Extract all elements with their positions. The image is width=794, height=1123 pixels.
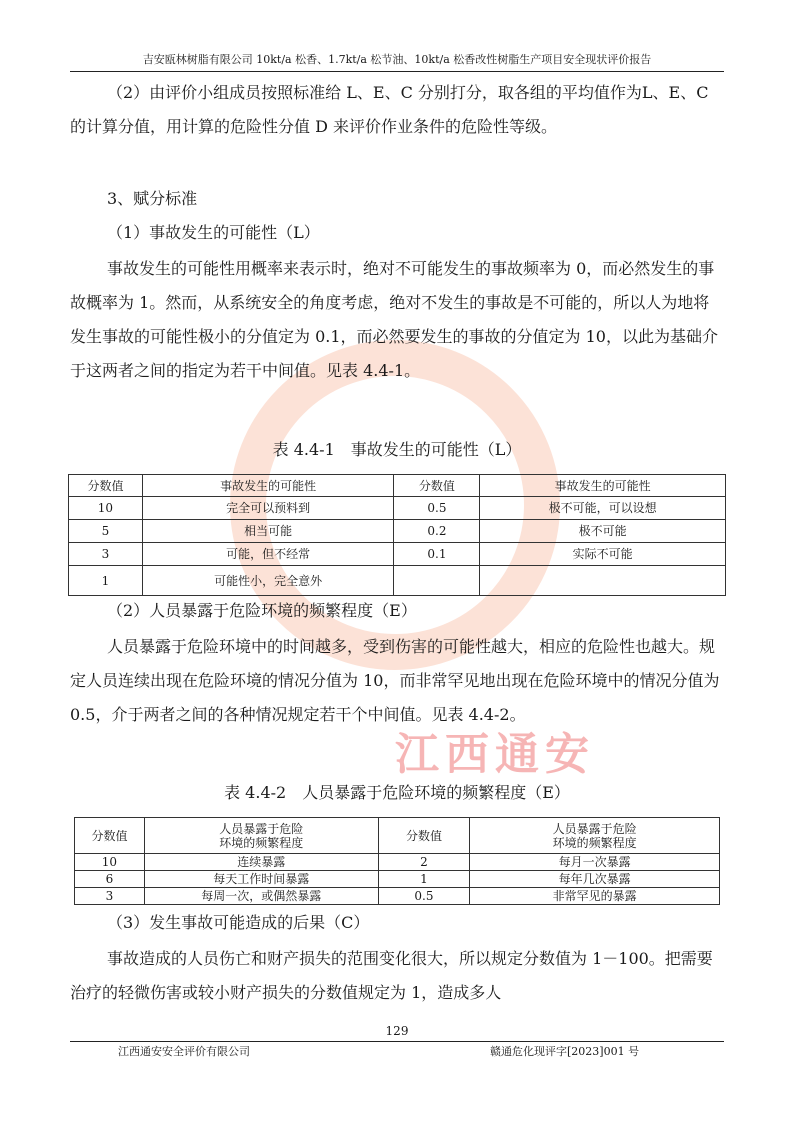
table-cell: 极不可能，可以设想	[480, 497, 726, 520]
table-cell: 3	[75, 888, 145, 905]
table-cell: 每年几次暴露	[470, 871, 720, 888]
table-cell: 2	[378, 854, 470, 871]
table-row	[69, 520, 726, 543]
table-cell: 0.1	[394, 543, 480, 566]
table-header-cell: 人员暴露于危险 环境的频繁程度	[470, 818, 720, 854]
table-cell: 0.5	[378, 888, 470, 905]
table-likelihood	[68, 474, 726, 596]
table-cell: 可能，但不经常	[142, 543, 394, 566]
table-cell: 10	[69, 497, 143, 520]
table-cell: 1	[69, 566, 143, 596]
table-cell: 相当可能	[142, 520, 394, 543]
table-cell: 0.5	[394, 497, 480, 520]
table-exposure	[74, 817, 720, 905]
table-header-cell: 分数值	[69, 475, 143, 497]
table-cell: 可能性小，完全意外	[142, 566, 394, 596]
heading-scoring-standard: 3、赋分标准	[107, 189, 198, 208]
table-header-cell: 分数值	[75, 818, 145, 854]
table-row	[75, 854, 720, 871]
table1-caption: 表 4.4-1 事故发生的可能性（L）	[272, 440, 522, 459]
table-row	[75, 871, 720, 888]
footer-company: 江西通安安全评价有限公司	[118, 1045, 250, 1058]
footer-rule	[70, 1041, 724, 1042]
table-cell: 3	[69, 543, 143, 566]
table-header-cell: 分数值	[394, 475, 480, 497]
table-cell	[394, 566, 480, 596]
table-header-cell: 事故发生的可能性	[142, 475, 394, 497]
heading-exposure: （2）人员暴露于危险环境的频繁程度（E）	[107, 601, 417, 620]
table-header-cell: 事故发生的可能性	[480, 475, 726, 497]
table-cell: 0.2	[394, 520, 480, 543]
table-header-row	[69, 475, 726, 497]
paragraph-2: 事故发生的可能性用概率来表示时，绝对不可能发生的事故频率为 0，而必然发生的事故概率为 1。然而，从系统安全的角度考虑，绝对不发生的事故是不可能的，所以人为地将发生事故的可能性极小的分值定为 0.1，而必然要发生的事故的分值定为 10，以此为基础介于这两者之间的指定为若干中间值。见表 4.4-1。	[70, 259, 718, 380]
table-cell: 10	[75, 854, 145, 871]
table-header-row	[75, 818, 720, 854]
table-cell: 非常罕见的暴露	[470, 888, 720, 905]
footer-report-number: 赣通危化现评字[2023]001 号	[490, 1045, 640, 1058]
table-row	[69, 497, 726, 520]
table-row	[69, 566, 726, 596]
table-cell: 5	[69, 520, 143, 543]
paragraph-3: 人员暴露于危险环境中的时间越多，受到伤害的可能性越大，相应的危险性也越大。规定人员连续出现在危险环境的情况分值为 10，而非常罕见地出现在危险环境中的情况分值为 0.5，介于两者之间的各种情况规定若干个中间值。见表 4.4-2。	[70, 637, 720, 724]
paragraph-4: 事故造成的人员伤亡和财产损失的范围变化很大，所以规定分数值为 1－100。把需要治疗的轻微伤害或较小财产损失的分数值规定为 1，造成多人	[70, 949, 713, 1002]
table-header-cell: 人员暴露于危险 环境的频繁程度	[144, 818, 378, 854]
heading-likelihood: （1）事故发生的可能性（L）	[107, 223, 320, 242]
table-row	[69, 543, 726, 566]
table-header-cell: 分数值	[378, 818, 470, 854]
table-cell: 6	[75, 871, 145, 888]
page-number: 129	[385, 1024, 409, 1038]
table2-caption: 表 4.4-2 人员暴露于危险环境的频繁程度（E）	[224, 783, 570, 802]
table-cell: 1	[378, 871, 470, 888]
heading-consequence: （3）发生事故可能造成的后果（C）	[107, 913, 370, 932]
table-cell: 实际不可能	[480, 543, 726, 566]
table-cell: 极不可能	[480, 520, 726, 543]
table-cell: 每周一次，或偶然暴露	[144, 888, 378, 905]
table-cell: 连续暴露	[144, 854, 378, 871]
watermark-text: 江西通安	[395, 729, 595, 780]
table-row	[75, 888, 720, 905]
header-rule	[70, 71, 724, 72]
table-cell: 完全可以预料到	[142, 497, 394, 520]
table-cell	[480, 566, 726, 596]
table-cell: 每月一次暴露	[470, 854, 720, 871]
paragraph-1: （2）由评价小组成员按照标准给 L、E、C 分别打分，取各组的平均值作为L、E、C 的计算分值，用计算的危险性分值 D 来评价作业条件的危险性等级。	[70, 83, 709, 136]
table-cell: 每天工作时间暴露	[144, 871, 378, 888]
page-header: 吉安瓯林树脂有限公司 10kt/a 松香、1.7kt/a 松节油、10kt/a 松香改性树脂生产项目安全现状评价报告	[142, 53, 652, 66]
